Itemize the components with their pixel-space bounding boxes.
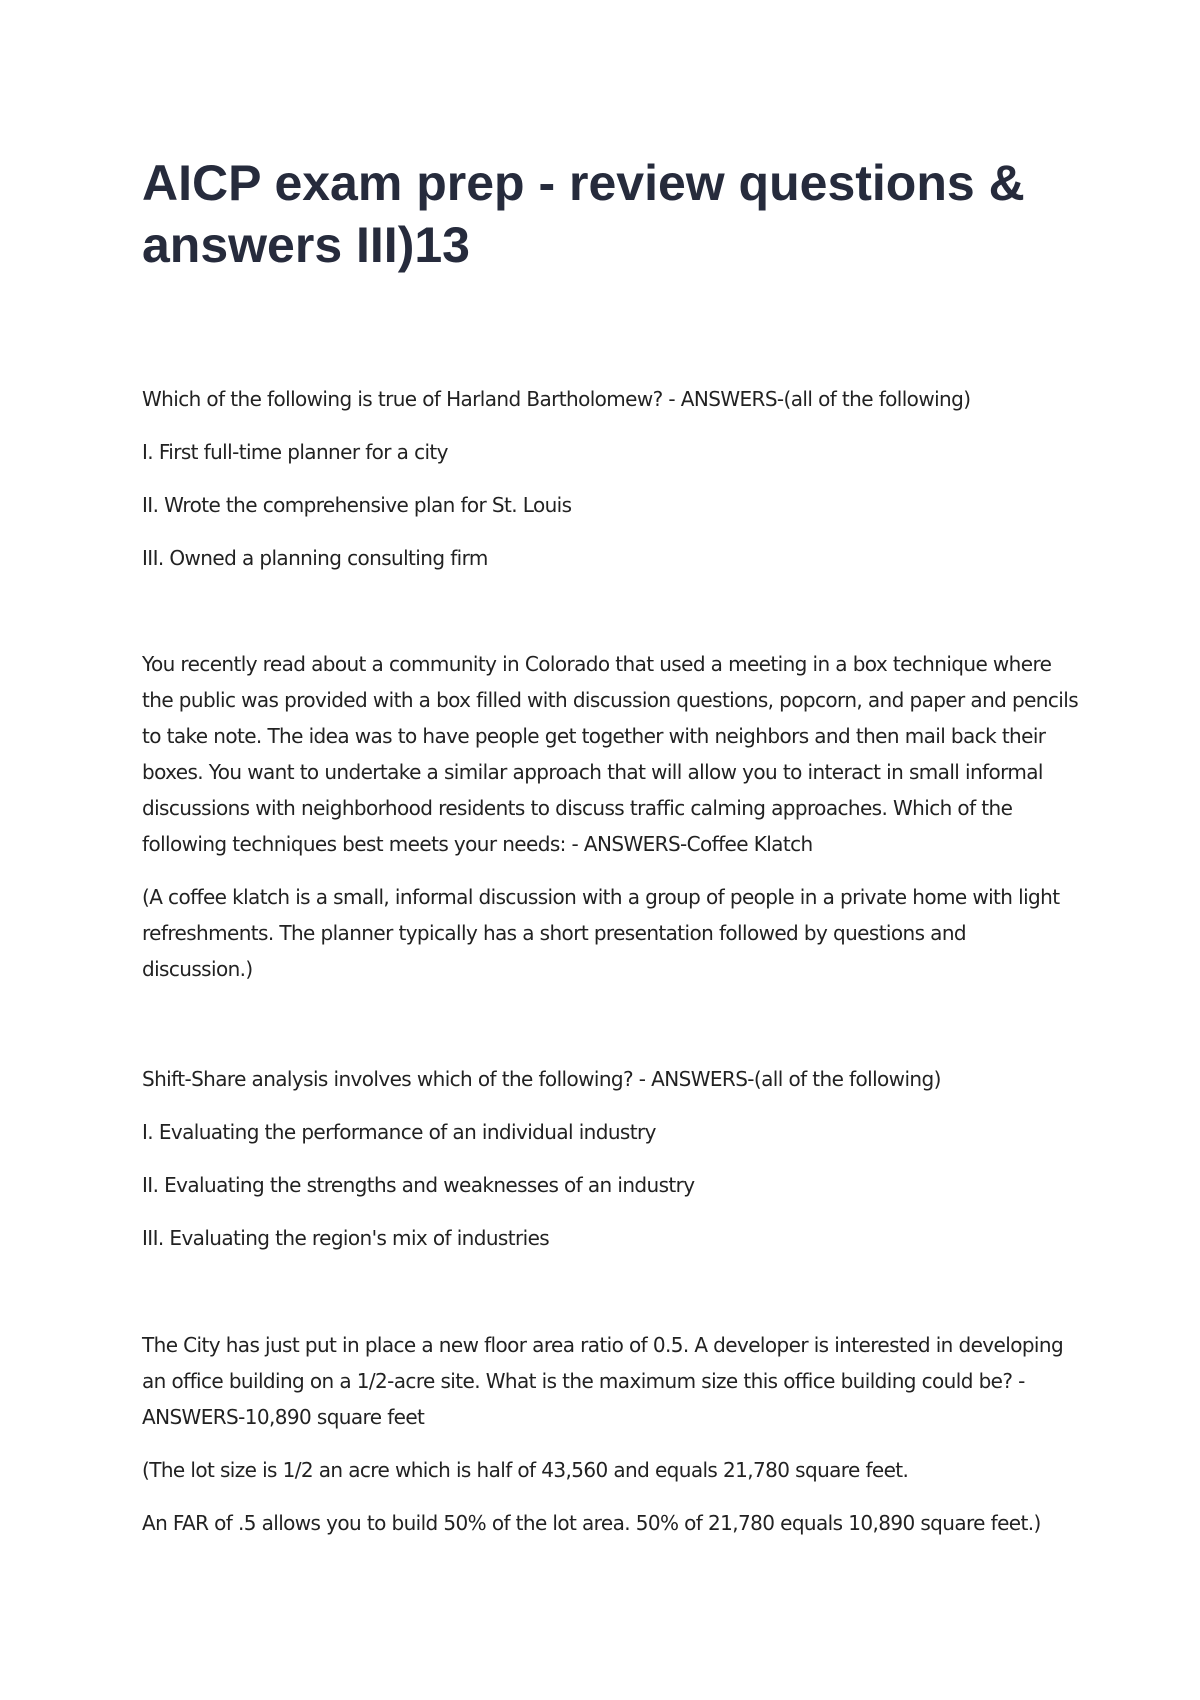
explanation-text: (A coffee klatch is a small, informal discussion with a group of people in a private home with light refreshments. The planner typically has a short presentation followed by questions and discussion.) xyxy=(142,885,1060,981)
answer-item: I. Evaluating the performance of an individual industry xyxy=(142,1120,656,1144)
question-text: The City has just put in place a new floor area ratio of 0.5. A developer is interested in developing an office building on a 1/2-acre site. What is the maximum size this office building could be? - ANSWERS-10,890 square feet xyxy=(142,1333,1064,1429)
question-text: Which of the following is true of Harland Bartholomew? - ANSWERS-(all of the following) xyxy=(142,387,971,411)
answer-item: I. First full-time planner for a city xyxy=(142,440,448,464)
question-text: You recently read about a community in Colorado that used a meeting in a box technique where the public was provided with a box filled with discussion questions, popcorn, and paper and pencils to take note. The idea was to have people get together with neighbors and then mail back their boxes. You want to undertake a similar approach that will allow you to interact in small informal discussions with neighborhood residents to discuss traffic calming approaches. Which of the following techniques best meets your needs: - ANSWERS-Coffee Klatch xyxy=(142,652,1079,856)
answer-item: II. Evaluating the strengths and weaknesses of an industry xyxy=(142,1173,695,1197)
answer-item: II. Wrote the comprehensive plan for St. Louis xyxy=(142,493,572,517)
answer-item: III. Owned a planning consulting firm xyxy=(142,546,488,570)
document-title: AICP exam prep - review questions & answers III)13 xyxy=(142,155,1025,273)
answer-item: III. Evaluating the region's mix of industries xyxy=(142,1226,550,1250)
qa-section-4 xyxy=(142,1327,1082,1558)
qa-section-3 xyxy=(142,1061,1082,1273)
qa-section-2 xyxy=(142,646,1082,1004)
question-text: Shift-Share analysis involves which of the following? - ANSWERS-(all of the following) xyxy=(142,1067,941,1091)
explanation-text: An FAR of .5 allows you to build 50% of the lot area. 50% of 21,780 equals 10,890 square feet.) xyxy=(142,1511,1041,1535)
qa-section-1 xyxy=(142,381,1082,593)
explanation-text: (The lot size is 1/2 an acre which is half of 43,560 and equals 21,780 square feet. xyxy=(142,1458,909,1482)
